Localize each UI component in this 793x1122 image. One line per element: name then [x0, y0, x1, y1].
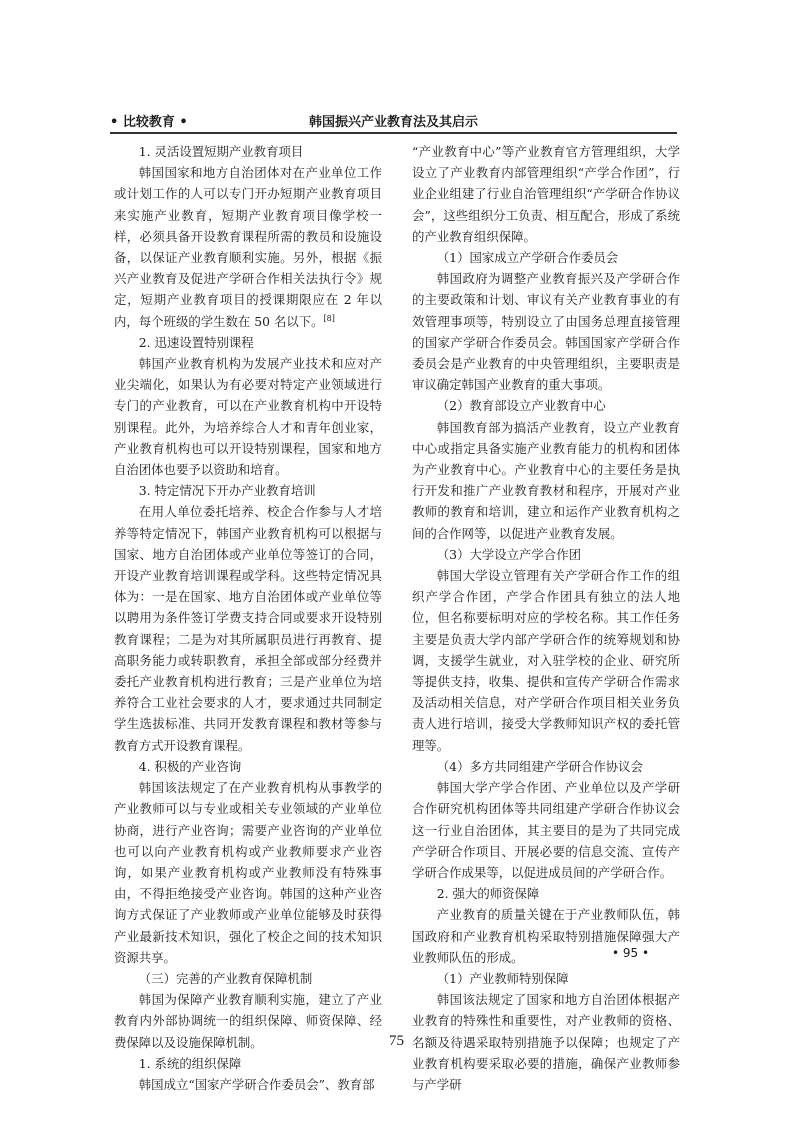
section-heading: （1）国家成立产学研合作委员会 [436, 250, 619, 266]
paragraph: 在用人单位委托培养、校企合作参与人才培养等特定情况下，韩国产业教育机构可以根据与国家、地方自治团体或产业单位等签订的合同，开设产业教育培训课程或学科。这些特定情况具体为：一是在国家、地方自治团体或产业单位等以聘用为条件签订学费支持合同或要求开设特别教育课程；二是为对其所属职员进行再教育、提高职务能力或转职教育，承担全部或部分经费并委托产业教育机构进行教育；三是产业单位为培养符合工业社会要求的人才，要求通过共同制定学生选拔标准、共同开发教育课程和教材等参与教育方式开设教育课程。 [114, 504, 382, 753]
paragraph: 韩国该法规定了在产业教育机构从事教学的产业教师可以与专业或相关专业领域的产业单位协商，进行产业咨询；需要产业咨询的产业单位也可以向产业教育机构或产业教师要求产业咨询，如果产业教育机构或产业教师没有特殊事由，不得拒绝接受产业咨询。韩国的这种产业咨询方式保证了产业教师或产业单位能够及时获得产业最新技术知识，强化了校企之间的技术知识资源共享。 [114, 780, 382, 965]
journal-page-number: • 95 • [612, 946, 650, 960]
citation-marker: [8] [323, 313, 335, 323]
paragraph: 韩国成立“国家产学研合作委员会”、教育部 [138, 1076, 375, 1092]
page-number: 75 [389, 1033, 404, 1049]
section-label: • 比较教育 • [110, 115, 188, 130]
section-heading: 1. 灵活设置短期产业教育项目 [138, 144, 304, 159]
paragraph: 产业教育的质量关键在于产业教师队伍，韩国政府和产业教育机构采取特别措施保障强大产业教师队伍的形成。 [412, 907, 680, 965]
section-heading: 1. 系统的组织保障 [138, 1055, 242, 1071]
section-heading: （2）教育部设立产业教育中心 [436, 398, 606, 414]
paragraph: 韩国产业教育机构为发展产业技术和应对产业尖端化，如果认为有必要对特定产业领域进行专门的产业教育，可以在产业教育机构中开设特别课程。此外，为培养综合人才和青年创业家，产业教育机构也可以开设特别课程，国家和地方自治团体也要予以资助和培育。 [114, 356, 382, 478]
section-heading: （三）完善的产业教育保障机制 [138, 970, 313, 986]
paragraph: 韩国大学设立管理有关产学研合作工作的组织产学合作团，产学合作团具有独立的法人地位，但名称要标明对应的学校名称。其工作任务主要是负责大学内部产学研合作的统筹规划和协调，支援学生就业，对入驻学校的企业、研究所等提供支持，收集、提供和宣传产学研合作需求及活动相关信息，对产学研合作项目相关业务负责人进行培训，接受大学教师知识产权的委托管理等。 [412, 568, 680, 753]
section-heading: 3. 特定情况下开办产业教育培训 [138, 483, 316, 499]
section-heading: 2. 迅速设置特别课程 [138, 334, 254, 350]
section-heading: （3）大学设立产学合作团 [436, 546, 581, 562]
paragraph: 韩国政府为调整产业教育振兴及产学研合作的主要政策和计划、审议有关产业教育事业的有效管理事项等，特别设立了由国务总理直接管理的国家产学研合作委员会。韩国国家产学研合作委员会是产业教育的中央管理组织，主要职责是审议确定韩国产业教育的重大事项。 [412, 271, 680, 393]
article-title: 韩国振兴产业教育法及其启示 [308, 115, 478, 130]
paragraph: “产业教育中心”等产业教育官方管理组织，大学设立了产业教育内部管理组织“产学合作团”，行业企业组建了行业自治管理组织“产学研合作协议会”，这些组织分工负责、相互配合，形成了系统的产业教育组织保障。 [412, 144, 680, 244]
paragraph: 韩国为保障产业教育顺利实施，建立了产业教育内外部协调统一的组织保障、师资保障、经费保障以及设施保障机制。 [114, 992, 382, 1050]
left-column [114, 141, 382, 1095]
running-header [110, 110, 677, 134]
section-heading: （4）多方共同组建产学研合作协议会 [436, 758, 643, 774]
paragraph: 韩国教育部为搞活产业教育，设立产业教育中心或指定具备实施产业教育能力的机构和团体为产业教育中心。产业教育中心的主要任务是执行开发和推广产业教育教材和程序，开展对产业教师的教育和培训，建立和运作产业教育机构之间的合作网等，以促进产业教育发展。 [412, 419, 680, 541]
section-heading: 2. 强大的师资保障 [436, 886, 540, 902]
paragraph: 韩国该法规定了国家和地方自治团体根据产业教育的特殊性和重要性，对产业教师的资格、名额及待遇采取特别措施予以保障；也规定了产业教育机构要采取必要的措施，确保产业教师参与产学研 [412, 992, 680, 1092]
section-heading: （1）产业教师特别保障 [436, 970, 569, 986]
paragraph: 韩国大学产学合作团、产业单位以及产学研合作研究机构团体等共同组建产学研合作协议会这一行业自治团体，其主要目的是为了共同完成产学研合作项目、开展必要的信息交流、宣传产学研合作成果等，以促进成员间的产学研合作。 [412, 780, 680, 880]
section-heading: 4. 积极的产业咨询 [138, 758, 242, 774]
paragraph: 韩国国家和地方自治团体对在产业单位工作或计划工作的人可以专门开办短期产业教育项目来实施产业教育，短期产业教育项目像学校一样，必须具备开设教育课程所需的教员和设施设备，以保证产业教育顺利实施。另外，根据《振兴产业教育及促进产学研合作相关法执行令》规定，短期产业教育项目的授课期限应在 2 年以内，每个班级的学生数在 50 名以下。[8] [114, 165, 382, 329]
